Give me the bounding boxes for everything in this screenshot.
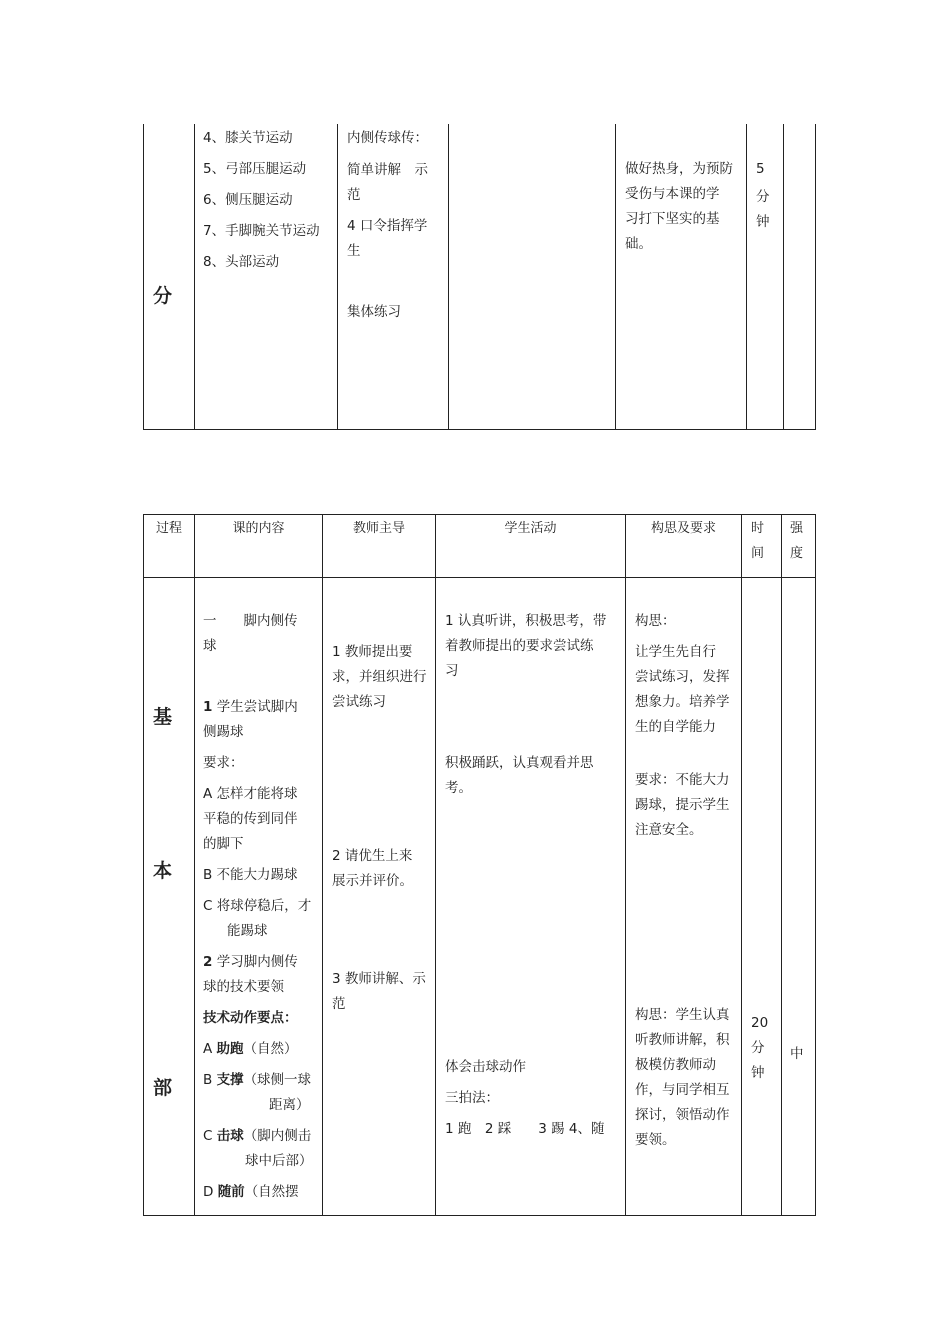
time-value: 20 (751, 1015, 769, 1031)
header-student: 学生活动 (504, 521, 557, 536)
key-letter: C (203, 1128, 217, 1144)
content-cell (203, 609, 321, 1205)
list-item: 7、手脚腕关节运动 (203, 223, 320, 239)
teacher-text: 范 (347, 187, 361, 203)
header-teacher: 教师主导 (352, 521, 405, 536)
student-text: 积极踊跃，认真观看并思 (445, 755, 594, 771)
content-text: 要求： (203, 755, 244, 771)
step-number: 1 (203, 699, 213, 715)
table1-border-bottom (143, 429, 816, 430)
header-process: 过程 (155, 521, 182, 536)
teacher-text: 尝试练习 (332, 694, 386, 710)
key-desc: 距离） (269, 1097, 310, 1113)
time-cell (751, 1011, 781, 1086)
header-intensity-char: 度 (790, 546, 804, 561)
key-letter: A (203, 1041, 217, 1057)
key-desc: （自然） (243, 1041, 298, 1057)
idea-text: 探讨，领悟动作 (635, 1107, 730, 1123)
list-item: 4、膝关节运动 (203, 130, 293, 146)
idea-text: 构思：学生认真 (635, 1007, 730, 1023)
table1-border-left (143, 124, 144, 430)
header-intensity (790, 516, 814, 566)
table2-border-top (143, 514, 816, 515)
idea-text: 听教师讲解，积 (635, 1032, 730, 1048)
content-text: 一 脚内侧传 (203, 613, 298, 629)
idea-text: 生的自学能力 (635, 719, 716, 735)
idea-text: 踢球，提示学生 (635, 797, 730, 813)
content-text: 能踢球 (227, 923, 268, 939)
teacher-text: 内侧传球传： (347, 130, 428, 146)
step-number: 2 (203, 954, 213, 970)
teacher-text: 范 (332, 996, 346, 1012)
teacher-cell (347, 126, 447, 325)
time-unit: 分 (756, 189, 770, 205)
idea-text: 做好热身，为预防 (625, 161, 733, 177)
student-text: 着教师提出的要求尝试练 (445, 638, 594, 654)
header-idea: 构思及要求 (650, 521, 716, 536)
key-desc: （脚内侧击 (243, 1128, 312, 1144)
table1-border-right (815, 124, 816, 430)
key-letter: D (203, 1184, 218, 1200)
student-cell (445, 609, 624, 1142)
table2-divider (194, 514, 195, 1216)
content-text: 侧踢球 (203, 724, 244, 740)
idea-text: 让学生先自行 (635, 644, 716, 660)
time-unit: 分 (751, 1040, 765, 1056)
content-text: B 不能大力踢球 (203, 867, 298, 883)
table2-divider (435, 514, 436, 1216)
table1-divider (337, 124, 338, 430)
table1-divider (194, 124, 195, 430)
table2-border-bottom (143, 1215, 816, 1216)
time-unit: 钟 (756, 214, 770, 230)
student-text: 1 跑 2 踩 3 踢 4、随 (445, 1121, 605, 1137)
teacher-cell (332, 640, 434, 1017)
list-item: 6、侧压腿运动 (203, 192, 293, 208)
key-desc: （自然摆 (244, 1184, 299, 1200)
content-text: A 怎样才能将球 (203, 786, 298, 802)
key-desc: （球侧一球 (243, 1072, 312, 1088)
list-item: 5、弓部压腿运动 (203, 161, 307, 177)
table2-divider (625, 514, 626, 1216)
key-term: 助跑 (216, 1041, 244, 1057)
section-char: 本 (153, 860, 173, 882)
key-term: 击球 (216, 1128, 244, 1144)
time-value: 5 (756, 161, 765, 177)
key-term: 随前 (217, 1184, 245, 1200)
table2-border-left (143, 514, 144, 1216)
content-text: 球的技术要领 (203, 979, 284, 995)
section-char: 基 (153, 706, 173, 728)
header-time-char: 时 (751, 521, 765, 536)
list-item: 8、头部运动 (203, 254, 280, 270)
student-text: 习 (445, 663, 459, 679)
student-text: 考。 (445, 780, 472, 796)
content-text: 学生尝试脚内 (212, 699, 298, 715)
teacher-text: 2 请优生上来 (332, 848, 413, 864)
idea-text: 习打下坚实的基 (625, 211, 720, 227)
teacher-text: 集体练习 (347, 304, 401, 320)
content-text: 平稳的传到同伴 (203, 811, 298, 827)
table2-divider (322, 514, 323, 1216)
content-text: 球 (203, 638, 217, 654)
student-text: 1 认真听讲，积极思考，带 (445, 613, 607, 629)
content-list (203, 126, 335, 275)
teacher-text: 4 口令指挥学 (347, 218, 428, 234)
teacher-text: 生 (347, 243, 361, 259)
table1-divider (448, 124, 449, 430)
time-cell (756, 157, 782, 235)
student-text: 体会击球动作 (445, 1059, 526, 1075)
table1-divider (615, 124, 616, 430)
table2-header-divider (143, 577, 816, 578)
teacher-text: 简单讲解 示 (347, 162, 428, 178)
content-text: C 将球停稳后，才 (203, 898, 312, 914)
idea-text: 受伤与本课的学 (625, 186, 720, 202)
key-points-title: 技术动作要点： (203, 1010, 298, 1026)
teacher-text: 1 教师提出要 (332, 644, 413, 660)
teacher-text: 展示并评价。 (332, 873, 413, 889)
teacher-text: 求，并组织进行 (332, 669, 427, 685)
idea-text: 尝试练习，发挥 (635, 669, 730, 685)
table1-divider (783, 124, 784, 430)
idea-text: 极模仿教师动 (635, 1057, 716, 1073)
teacher-text: 3 教师讲解、示 (332, 971, 426, 987)
key-term: 支撑 (216, 1072, 244, 1088)
key-letter: B (203, 1072, 217, 1088)
key-desc: 球中后部） (245, 1153, 313, 1169)
header-time-char: 间 (751, 546, 765, 561)
idea-cell (625, 157, 745, 257)
table1-divider (746, 124, 747, 430)
section-char: 部 (153, 1077, 173, 1099)
idea-text: 要领。 (635, 1132, 676, 1148)
idea-text: 想象力。培养学 (635, 694, 730, 710)
idea-text: 础。 (625, 236, 652, 252)
idea-cell (635, 609, 740, 1153)
intensity-value: 中 (790, 1046, 804, 1062)
table2-divider (741, 514, 742, 1216)
section-char: 分 (153, 285, 173, 307)
time-unit: 钟 (751, 1065, 765, 1081)
idea-text: 构思： (635, 613, 676, 629)
content-text: 学习脚内侧传 (212, 954, 298, 970)
header-time (751, 516, 779, 566)
student-text: 三拍法： (445, 1090, 499, 1106)
table2-border-right (815, 514, 816, 1216)
idea-text: 作，与同学相互 (635, 1082, 730, 1098)
idea-text: 要求：不能大力 (635, 772, 730, 788)
table2-divider (781, 514, 782, 1216)
header-content: 课的内容 (232, 521, 285, 536)
idea-text: 注意安全。 (635, 822, 703, 838)
header-intensity-char: 强 (790, 521, 804, 536)
content-text: 的脚下 (203, 836, 244, 852)
